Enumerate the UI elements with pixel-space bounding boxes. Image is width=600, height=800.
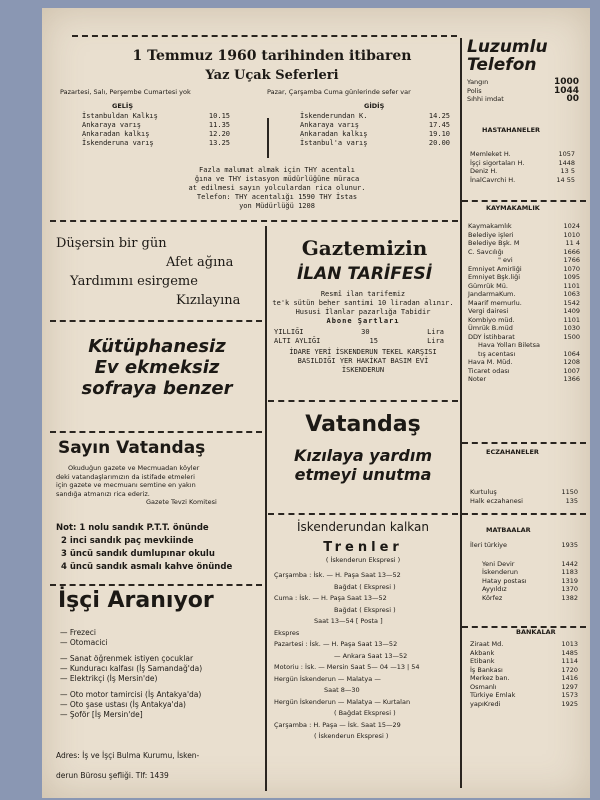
list-item: Akbank 1485 [470, 648, 578, 657]
section-divider [50, 320, 262, 322]
table-row: YILLIĞI 30 Lira [274, 328, 444, 336]
list-item: Çarşamba : İsk. — H. Paşa Saat 13—52 [274, 571, 401, 579]
list-item: Bağdat ( Ekspresi ) [334, 605, 396, 614]
list-item: Ziraat Md. 1013 [470, 640, 578, 648]
list-item: Maarif memurlu. 1542 [468, 298, 580, 307]
list-item: Halk eczahanesi 135 [470, 496, 578, 505]
list-item: — Şoför [İş Mersin'de] [60, 710, 143, 719]
list-item: Memleket H. 1057 [470, 150, 575, 158]
list-item: İleri türkiye 1935 [470, 541, 578, 549]
workers-ad-list [60, 628, 260, 720]
gidis-row: Ankaradan kalkış 19.10 [300, 130, 450, 138]
workers-ad-footer: Adres: İş ve İşçi Bulma Kurumu, İsken- derun Bürosu şefliği. Tlf: 1439 [56, 751, 200, 780]
list-item: JandarmaKum. 1063 [468, 290, 580, 298]
section-divider [50, 220, 458, 222]
list-item: — Ankara Saat 13—52 [334, 651, 408, 660]
gelis-schedule [82, 112, 230, 148]
list-item: ( İskenderun Ekspresi ) [314, 732, 389, 740]
section-divider [50, 431, 262, 433]
emergency-numbers: Yangın 1000 Polis 1044 Sıhhi imdat 00 [467, 77, 579, 104]
library-ad: Kütüphanesiz Ev ekmeksiz sofraya benzer [81, 336, 233, 399]
schedule-divider [267, 118, 269, 158]
list-item: Kombiyo müd. 1101 [468, 315, 580, 324]
list-item: C. Savcılığı 1666 [468, 247, 580, 256]
list-item: Ayyıldız 1370 [482, 585, 578, 593]
list-item: — Sanat öğrenmek istiyen çocuklar [60, 654, 194, 663]
phone-title: Luzumlu Telefon [467, 37, 548, 75]
list-item: " evi 1766 [498, 256, 580, 264]
ad-rates-subtitle: İLAN TARİFESİ [296, 264, 433, 284]
list-item: tış acentası 1064 [478, 349, 580, 358]
gelis-row: Ankaraya varış 11.35 [82, 121, 230, 129]
hospital-list [470, 150, 575, 184]
phone-divider [462, 442, 586, 444]
list-item: — Oto şase ustası (İş Antakya'da) [60, 700, 186, 709]
kizilay-ad: Düşersin bir gün Afet ağına Yardımını esirgeme Kızılayına [56, 236, 241, 308]
list-item: Ekspres [274, 628, 300, 637]
list-item: DDY İstihbarat 1500 [468, 332, 580, 341]
list-item: Bağdat ( Ekspresi ) [334, 582, 396, 591]
list-item: — Elektrikçi (İş Mersin'de) [60, 674, 158, 683]
list-item: yapıKredi 1925 [470, 699, 578, 708]
list-item: Saat 8—30 [324, 686, 360, 694]
list-item: Saat 13—54 [ Posta ] [314, 617, 383, 625]
list-item: Noter 1366 [468, 375, 580, 383]
flight-subtitle: Yaz Uçak Seferleri [205, 68, 339, 83]
pharmacy-list [470, 488, 578, 505]
section-divider [268, 400, 458, 402]
donate-ad-title: Vatandaş [305, 412, 421, 437]
publisher-info: İDARE YERİ İSKENDERUN TEKEL KARŞISI BASILDIĞI YER HAKİKAT BASIM EVİ İSKENDERUN [289, 348, 437, 374]
list-item: Hava Yolları Biletsa [478, 341, 540, 349]
list-item: Körfez 1382 [482, 593, 578, 602]
flight-note: Fazla malumat almak için THY acentalı ğına ve THY istasyon müdürlüğüne müraca at edilmesi sayın yolculardan rica olunur. Telefon: THY acentalığı 1590 THY İstas yon Müdürlüğü 1208 [188, 166, 366, 210]
subscription-table [274, 328, 444, 346]
trains-heading: İskenderundan kalkan [297, 520, 429, 534]
banks-heading: BANKALAR [516, 628, 556, 636]
list-item: Ticaret odası 1007 [468, 366, 580, 375]
list-item: Emniyet Bşk.liği 1095 [468, 273, 580, 281]
phone-divider [462, 513, 586, 515]
section-divider [268, 513, 458, 515]
gelis-row: Ankaradan kalkış 12.20 [82, 130, 230, 138]
list-item: — Kunduracı kalfası (İş Samandağ'da) [60, 664, 203, 673]
list-item: Osmanlı 1297 [470, 682, 578, 691]
section-divider [50, 584, 262, 586]
gidis-label: GİDİŞ [364, 102, 385, 110]
gidis-row: İskenderundan K. 14.25 [300, 112, 450, 120]
list-item: 3 üncü sandık dumlupınar okulu [61, 549, 215, 559]
table-row: ALTI AYLIĞI 15 Lira [274, 337, 444, 345]
ad-rates-title: Gaztemizin [301, 236, 428, 260]
list-item: Hava M. Müd. 1208 [468, 358, 580, 366]
citizen-ad-body: Okuduğun gazete ve Mecmuadan köyler deki vatandaşlarımızın da istifade etmeleri için gazete ve mecmuanı semtine en yakın sandığa atmanızı rica ederiz. Gazete Tevzi Komitesi [56, 464, 217, 506]
bank-list [470, 640, 578, 708]
list-item: Çarşamba : H. Paşa — İsk. Saat 15—29 [274, 720, 401, 729]
list-item: İskenderun 1183 [482, 568, 578, 576]
phone-column-divider [460, 38, 462, 788]
list-item: Gümrük Mü. 1101 [468, 281, 580, 290]
gelis-label: GELİŞ [112, 102, 134, 110]
printer-list [470, 541, 578, 602]
list-item: — Frezeci [60, 628, 96, 637]
list-item: Pazartesi : İsk. — H. Paşa Saat 13—52 [274, 640, 398, 648]
phone-divider [462, 200, 586, 202]
flight-title: 1 Temmuz 1960 tarihinden itibaren [132, 48, 412, 64]
list-item: Cuma : İsk. — H. Paşa Saat 13—52 [274, 594, 387, 602]
gidis-row: Ankaraya varış 17.45 [300, 121, 450, 129]
list-item: Belediye işleri 1010 [468, 230, 580, 239]
list-item: Hergün İskenderun — Malatya — Kurtalan [274, 697, 411, 706]
list-item: Emniyet Amirliği 1070 [468, 264, 580, 273]
list-item: — Oto motor tamircisi (İş Antakya'da) [60, 690, 202, 699]
government-list [468, 222, 580, 384]
pharmacies-heading: ECZAHANELER [486, 448, 539, 456]
list-item: Yeni Devir 1442 [482, 559, 578, 568]
top-divider [72, 35, 457, 37]
citizen-ad-title: Sayın Vatandaş [58, 438, 206, 458]
list-item: Ümrük B.müd 1030 [468, 324, 580, 332]
list-item: Türkiye Emlak 1573 [470, 691, 578, 699]
gelis-row: İskenderuna varış 13.25 [82, 139, 230, 147]
list-item: Merkez ban. 1416 [470, 674, 578, 682]
government-heading: KAYMAKAMLIK [486, 204, 540, 212]
gidis-schedule [300, 112, 450, 148]
flight-days: Pazar, Çarşamba Cuma günlerinde sefer var [267, 88, 411, 96]
list-item: Etibank 1114 [470, 657, 578, 665]
list-item: Not: 1 nolu sandık P.T.T. önünde [56, 523, 209, 533]
list-item: Belediye Bşk. M 11 4 [468, 239, 580, 247]
donate-ad-body: Kızılaya yardım etmeyi unutma [294, 446, 432, 484]
hospitals-heading: HASTAHANELER [482, 126, 541, 134]
list-item: İnalCavrchi H. 14 55 [470, 175, 575, 184]
list-item: İş Bankası 1720 [470, 665, 578, 674]
gelis-row: İstanbuldan Kalkış 10.15 [82, 112, 230, 120]
list-item: Deniz H. 13 5 [470, 167, 575, 175]
list-item: ( Bağdat Ekspresi ) [334, 709, 396, 717]
list-item: Kaymakamlık 1024 [468, 222, 580, 230]
list-item: Kurtuluş 1150 [470, 488, 578, 496]
list-item: — Otomacici [60, 638, 108, 647]
citizen-ad-list [56, 522, 262, 574]
ad-rates-body: Resmî ilan tarifemiz te'k sütün beher santimi 10 liradan alınır. Hususi İlanlar pazarlığa Tabidir Abone Şartları [272, 290, 454, 325]
list-item: 2 inci sandık paç mevkiinde [61, 536, 194, 546]
column-divider [265, 226, 267, 791]
no-flight-days: Pazartesi, Salı, Perşembe Cumartesi yok [60, 88, 191, 96]
list-item: Vergi dairesi 1409 [468, 307, 580, 315]
gidis-row: İstanbul'a varış 20.00 [300, 139, 450, 147]
list-item: Hatay postası 1319 [482, 576, 578, 585]
trains-subtitle: ( İskenderun Ekspresi ) [325, 556, 401, 564]
list-item: İşçi sigortaları H. 1448 [470, 158, 575, 167]
list-item: Motoriu : İsk. — Mersin Saat 5— 04 —13 | 54 [274, 663, 420, 671]
list-item: Hergün İskenderun — Malatya — [274, 674, 381, 683]
workers-ad-title: İşçi Aranıyor [58, 588, 214, 613]
train-schedule [274, 570, 456, 743]
list-item: 4 üncü sandık asmalı kahve önünde [61, 562, 233, 572]
trains-title: Trenler [323, 540, 403, 555]
newspaper-page [42, 8, 590, 798]
printers-heading: MATBAALAR [486, 526, 531, 534]
